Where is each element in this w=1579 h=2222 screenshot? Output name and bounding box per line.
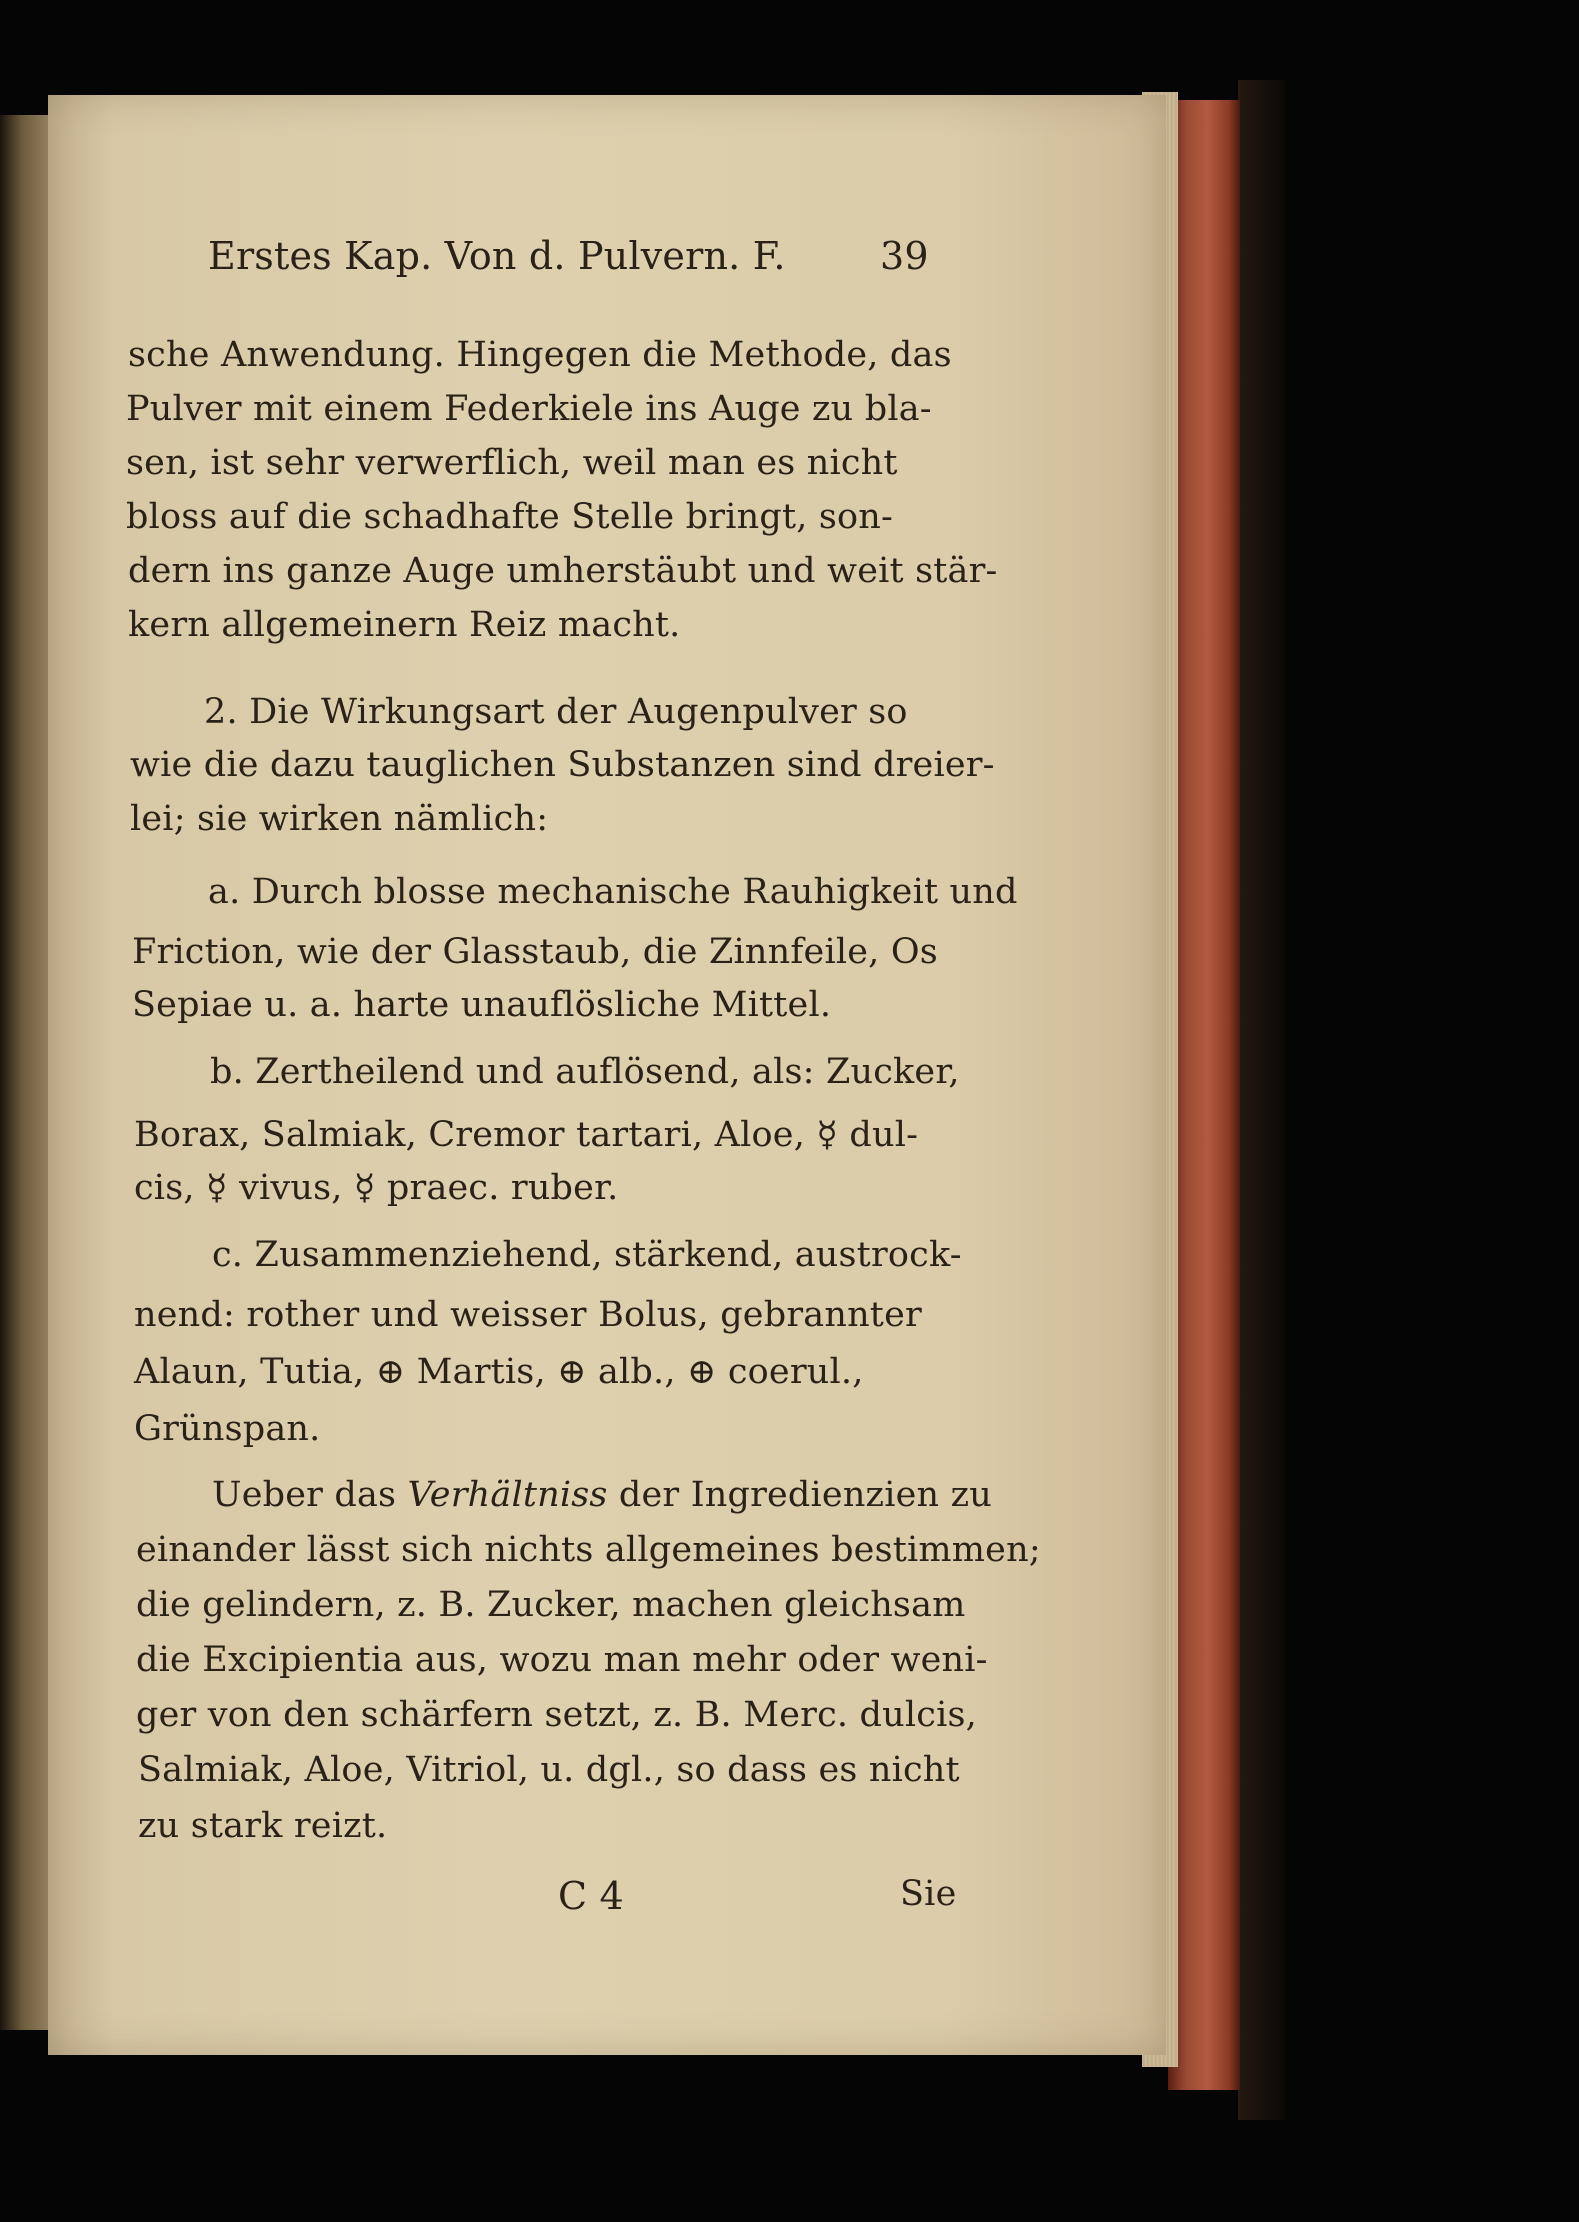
text-line: lei; sie wirken nämlich: (130, 799, 549, 839)
text-line: cis, ☿ vivus, ☿ praec. ruber. (134, 1168, 619, 1208)
text-line: die gelindern, z. B. Zucker, machen gleichsam (136, 1585, 966, 1625)
book-cover-edge (1238, 80, 1286, 2120)
text-line: nend: rother und weisser Bolus, gebrannter (134, 1295, 922, 1335)
text-line: b. Zertheilend und auflösend, als: Zucker, (210, 1052, 960, 1092)
text-line: zu stark reizt. (138, 1806, 388, 1846)
text-line: die Excipientia aus, wozu man mehr oder weni- (136, 1640, 988, 1680)
text-segment: der Ingredienzien zu (607, 1475, 992, 1515)
text-line: bloss auf die schadhafte Stelle bringt, son- (126, 497, 894, 537)
text-line: wie die dazu tauglichen Substanzen sind dreier- (130, 745, 995, 785)
text-line: kern allgemeinern Reiz macht. (128, 605, 681, 645)
text-line: einander lässt sich nichts allgemeines bestimmen; (136, 1530, 1041, 1570)
text-segment: Ueber das (212, 1475, 408, 1515)
text-line: ger von den schärfern setzt, z. B. Merc. dulcis, (136, 1695, 977, 1735)
text-line: a. Durch blosse mechanische Rauhigkeit und (208, 872, 1018, 912)
text-line: Sepiae u. a. harte unauflösliche Mittel. (132, 985, 832, 1025)
catchword: Sie (900, 1874, 957, 1914)
book-page (48, 95, 1166, 2055)
text-line: Borax, Salmiak, Cremor tartari, Aloe, ☿ dul- (134, 1115, 919, 1155)
emphasized-word: Verhältniss (407, 1475, 608, 1515)
text-line: Pulver mit einem Federkiele ins Auge zu bla- (126, 389, 932, 429)
text-line: 2. Die Wirkungsart der Augenpulver so (204, 692, 908, 732)
text-line (212, 1475, 992, 1515)
text-line: dern ins ganze Auge umherstäubt und weit stär- (128, 551, 998, 591)
text-line: sen, ist sehr verwerflich, weil man es nicht (126, 443, 898, 483)
text-line: Friction, wie der Glasstaub, die Zinnfeile, Os (132, 932, 938, 972)
text-line: Alaun, Tutia, ⊕ Martis, ⊕ alb., ⊕ coerul., (134, 1352, 864, 1392)
page-number: 39 (880, 234, 929, 278)
running-title: Erstes Kap. Von d. Pulvern. F. (208, 234, 786, 278)
text-line: c. Zusammenziehend, stärkend, austrock- (212, 1235, 962, 1275)
text-line: sche Anwendung. Hingegen die Methode, das (128, 335, 952, 375)
text-line: Salmiak, Aloe, Vitriol, u. dgl., so dass es nicht (138, 1750, 960, 1790)
red-page-edge (1168, 100, 1240, 2090)
signature-mark: C 4 (558, 1874, 624, 1918)
text-line: Grünspan. (134, 1409, 321, 1449)
